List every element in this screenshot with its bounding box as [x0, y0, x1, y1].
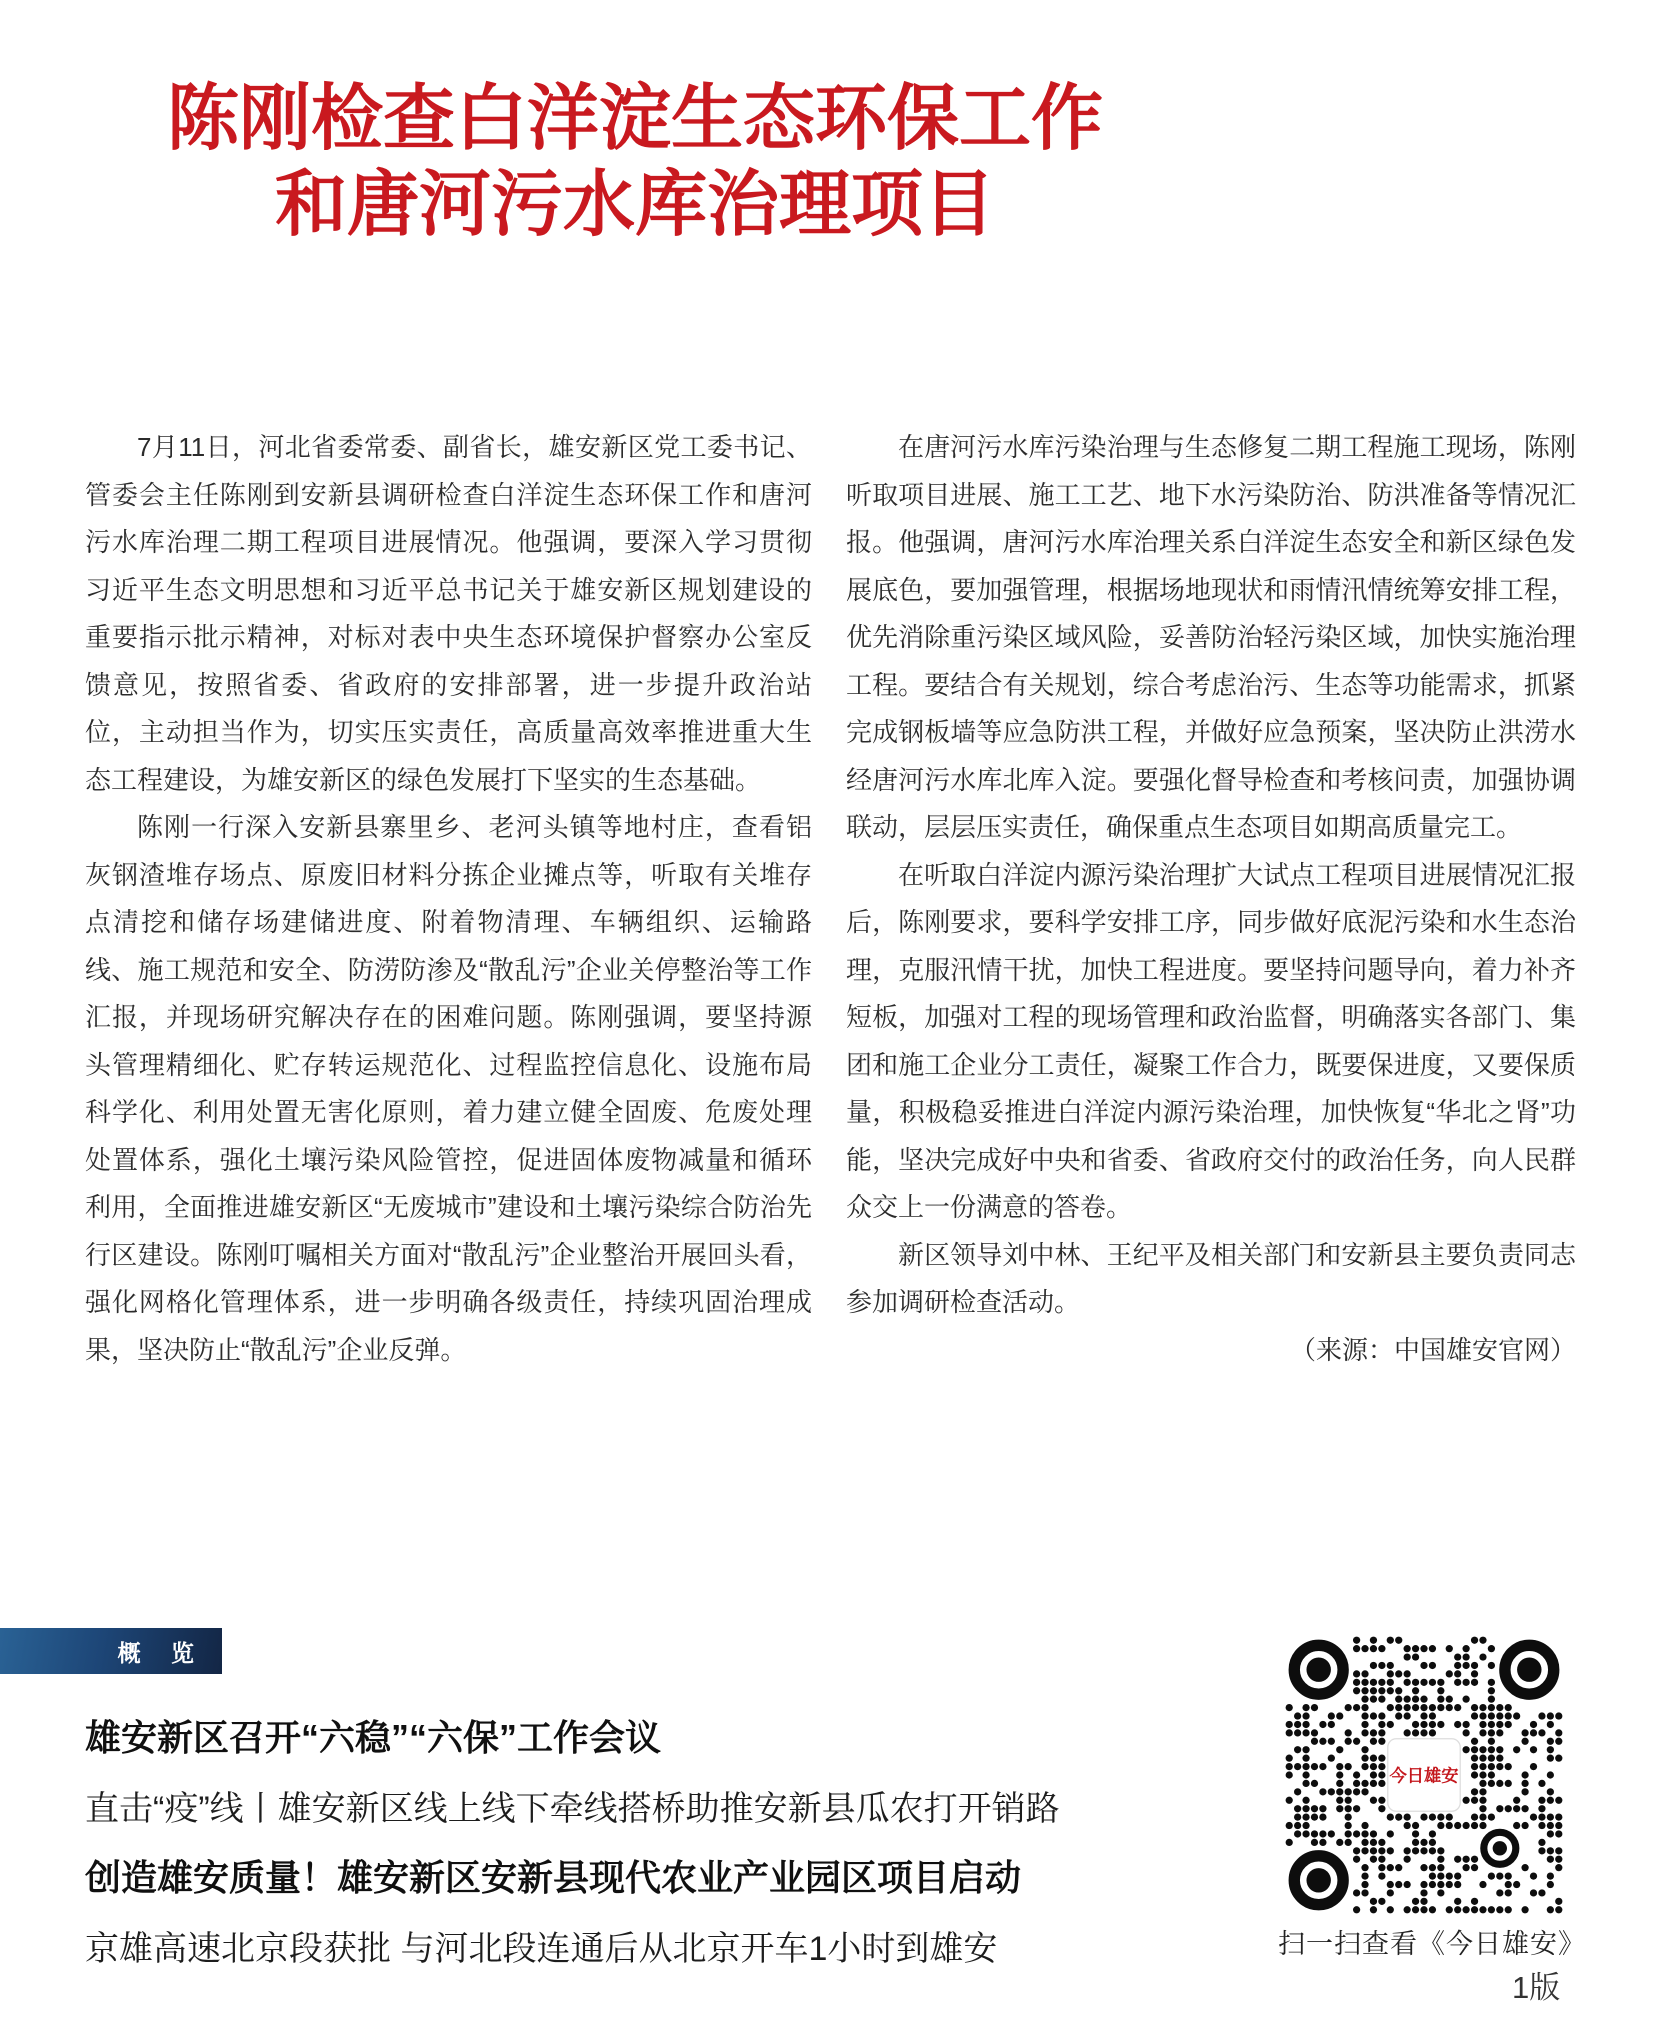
article-body [85, 424, 1576, 1374]
headline-item: 创造雄安质量！雄安新区安新县现代农业产业园区项目启动 [85, 1856, 1022, 1898]
headline-item: 京雄高速北京段获批 与河北段连通后从北京开车1小时到雄安 [85, 1929, 998, 1968]
article-title-line2: 和唐河污水库治理项目 [274, 165, 995, 245]
paragraph: 新区领导刘中林、王纪平及相关部门和安新县主要负责同志参加调研检查活动。 [846, 1239, 1576, 1317]
headline-item: 直击“疫”线丨雄安新区线上线下牵线搭桥助推安新县瓜农打开销路 [85, 1789, 1060, 1828]
paragraph: 在听取白洋淀内源污染治理扩大试点工程项目进展情况汇报后，陈刚要求，要科学安排工序，同步做好底泥污染和水生态治理，克服汛情干扰，加快工程进度。要坚持问题导向，着力补齐短板，加强对工程的现场管理和政治监督，明确落实各部门、集团和施工企业分工责任，凝聚工作合力，既要保进度，又要保质量，积极稳妥推进白洋淀内源污染治理，加快恢复“华北之肾”功能，坚决完成好中央和省委、省政府交付的政治任务，向人民群众交上一份满意的答卷。 [846, 859, 1576, 1222]
overview-section-bar [0, 1628, 222, 1674]
qr-caption: 扫一扫查看《今日雄安》 [1278, 1929, 1586, 1959]
overview-headlines [85, 1700, 1335, 1980]
article-title-line1: 陈刚检查白洋淀生态环保工作 [166, 79, 1103, 159]
article-column-right [846, 424, 1576, 1374]
overview-label: 概 览 [117, 1639, 206, 1666]
article-column-left [85, 424, 812, 1374]
paragraph: 陈刚一行深入安新县寨里乡、老河头镇等地村庄，查看铝灰钢渣堆存场点、原废旧材料分拣企业摊点等，听取有关堆存点清挖和储存场建储进度、附着物清理、车辆组织、运输路线、施工规范和安全、防涝防渗及“散乱污”企业关停整治等工作汇报，并现场研究解决存在的困难问题。陈刚强调，要坚持源头管理精细化、贮存转运规范化、过程监控信息化、设施布局科学化、利用处置无害化原则，着力建立健全固废、危废处理处置体系，强化土壤污染风险管控，促进固体废物减量和循环利用，全面推进雄安新区“无废城市”建设和土壤污染综合防治先行区建设。陈刚叮嘱相关方面对“散乱污”企业整治开展回头看，强化网格化管理体系，进一步明确各级责任，持续巩固治理成果，坚决防止“散乱污”企业反弹。 [85, 812, 812, 1365]
qr-code [1281, 1636, 1567, 1914]
paragraph: 7月11日，河北省委常委、副省长，雄安新区党工委书记、管委会主任陈刚到安新县调研检查白洋淀生态环保工作和唐河污水库治理二期工程项目进展情况。他强调，要深入学习贯彻习近平生态文明思想和习近平总书记关于雄安新区规划建设的重要指示批示精神，对标对表中央生态环境保护督察办公室反馈意见，按照省委、省政府的安排部署，进一步提升政治站位，主动担当作为，切实压实责任，高质量高效率推进重大生态工程建设，为雄安新区的绿色发展打下坚实的生态基础。 [85, 432, 812, 795]
qr-block [1278, 1636, 1586, 1961]
article-title [0, 76, 1270, 248]
headline-item: 雄安新区召开“六稳”“六保”工作会议 [85, 1716, 662, 1758]
svg-text:今日雄安: 今日雄安 [1389, 1766, 1459, 1786]
paragraph: 在唐河污水库污染治理与生态修复二期工程施工现场，陈刚听取项目进展、施工工艺、地下水污染防治、防洪准备等情况汇报。他强调，唐河污水库治理关系白洋淀生态安全和新区绿色发展底色，要加强管理，根据场地现状和雨情汛情统筹安排工程，优先消除重污染区域风险，妥善防治轻污染区域，加快实施治理工程。要结合有关规划，综合考虑治污、生态等功能需求，抓紧完成钢板墙等应急防洪工程，并做好应急预案，坚决防止洪涝水经唐河污水库北库入淀。要强化督导检查和考核问责，加强协调联动，层层压实责任，确保重点生态项目如期高质量完工。 [846, 432, 1576, 842]
article-source: （来源：中国雄安官网） [1289, 1334, 1576, 1365]
page-number: 1版 [1512, 1970, 1561, 2005]
